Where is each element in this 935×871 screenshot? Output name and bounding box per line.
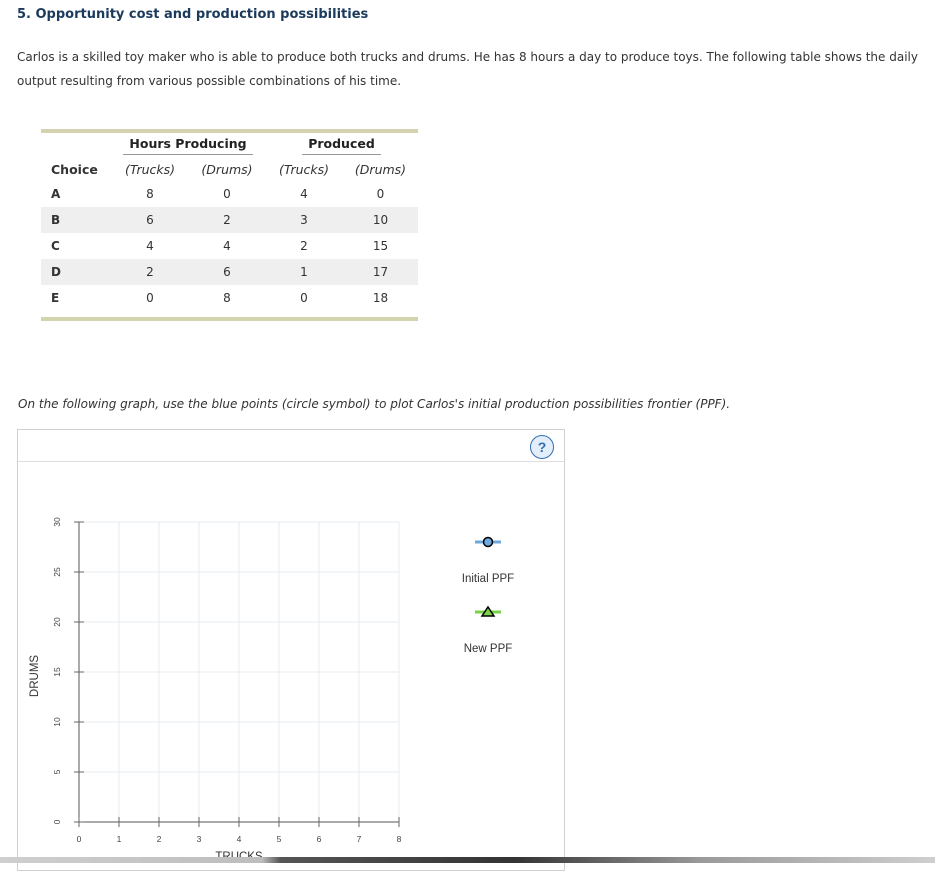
cell-trucks: 0 [300, 291, 308, 305]
y-tick-label: 0 [51, 819, 62, 825]
legend-new-ppf-tool[interactable] [464, 607, 513, 655]
cell-hours-trucks: 0 [146, 291, 154, 305]
y-axis-label: DRUMS [29, 654, 41, 698]
table-row [41, 233, 418, 259]
cell-hours-trucks: 6 [111, 207, 189, 233]
cell-hours-trucks: 8 [146, 187, 154, 201]
col-choice: Choice [51, 161, 98, 177]
window-bottom-edge [0, 857, 935, 863]
tick-marks [74, 522, 399, 827]
row-choice: D [41, 259, 111, 285]
cell-trucks: 3 [265, 207, 343, 233]
table-bottom-rule [41, 317, 418, 321]
x-tick-label: 6 [316, 834, 322, 844]
cell-trucks: 2 [300, 239, 308, 253]
row-choice: A [51, 187, 61, 201]
col-produced-drums: (Drums) [354, 161, 407, 177]
x-tick-label: 4 [236, 834, 242, 844]
table-row [41, 285, 418, 311]
legend-initial-ppf-label: Initial PPF [461, 573, 515, 585]
graph-panel [17, 429, 565, 871]
cell-hours-drums: 4 [223, 239, 231, 253]
y-tick-label: 5 [51, 769, 62, 775]
row-choice: C [51, 239, 60, 253]
y-tick-label: 15 [51, 667, 62, 677]
x-tick-label: 7 [356, 834, 362, 844]
problem-intro: Carlos is a skilled toy maker who is able to produce both trucks and drums. He has 8 hours a day to produce toys. The following table shows the daily output resulting from various possible combinations of his time. [17, 50, 918, 88]
col-hours-trucks: (Trucks) [124, 161, 176, 177]
y-tick-label: 20 [51, 617, 62, 627]
group-produced: Produced [302, 136, 381, 155]
cell-hours-trucks: 2 [111, 259, 189, 285]
table-row [41, 181, 418, 207]
question-icon[interactable]: ? [530, 435, 554, 459]
x-tick-label: 2 [156, 834, 162, 844]
x-tick-label: 8 [396, 834, 402, 844]
circle-marker-icon [484, 538, 493, 547]
col-produced-trucks: (Trucks) [278, 161, 330, 177]
grid-lines [79, 522, 399, 822]
x-tick-label: 0 [76, 834, 82, 844]
row-choice: E [51, 291, 60, 305]
cell-drums: 15 [372, 239, 389, 253]
x-tick-label: 5 [276, 834, 282, 844]
x-tick-labels [77, 834, 402, 844]
cell-hours-trucks: 4 [146, 239, 154, 253]
table-row [41, 259, 418, 285]
group-hours-producing: Hours Producing [123, 136, 252, 155]
ppf-graph[interactable] [18, 430, 564, 870]
production-table [41, 129, 418, 321]
cell-hours-drums: 0 [223, 187, 231, 201]
col-hours-drums: (Drums) [201, 161, 253, 177]
row-choice: B [41, 207, 111, 233]
y-tick-labels [52, 517, 62, 824]
y-tick-label: 25 [51, 567, 62, 577]
cell-hours-drums: 8 [223, 291, 231, 305]
graph-instruction: On the following graph, use the blue points (circle symbol) to plot Carlos's initial production possibilities frontier (PPF). [18, 397, 731, 411]
cell-hours-drums: 2 [189, 207, 265, 233]
legend-new-ppf-label: New PPF [463, 643, 513, 655]
cell-drums: 17 [343, 259, 418, 285]
cell-trucks: 1 [265, 259, 343, 285]
table-row [41, 207, 418, 233]
cell-drums: 0 [376, 187, 385, 201]
y-tick-label: 10 [51, 717, 62, 727]
x-tick-label: 3 [196, 834, 202, 844]
legend-initial-ppf-tool[interactable] [462, 538, 514, 586]
cell-hours-drums: 6 [189, 259, 265, 285]
cell-drums: 18 [372, 291, 389, 305]
x-tick-label: 1 [116, 834, 122, 844]
cell-drums: 10 [343, 207, 418, 233]
problem-title: 5. Opportunity cost and production possibilities [17, 7, 369, 22]
y-tick-label: 30 [51, 517, 62, 527]
cell-trucks: 4 [300, 187, 308, 201]
